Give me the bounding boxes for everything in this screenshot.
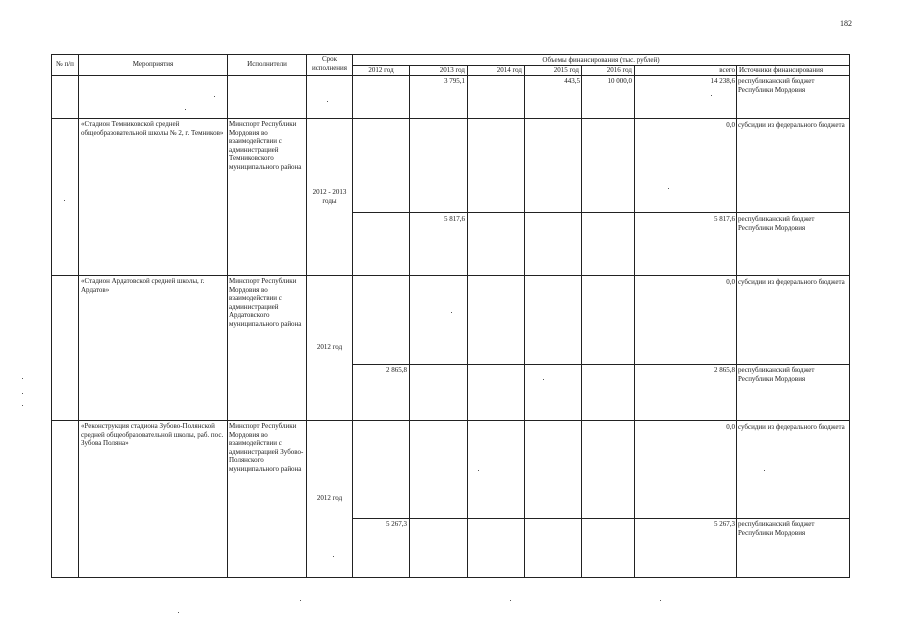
scan-speck [478, 470, 479, 471]
header-num: № п/п [56, 60, 74, 68]
block-2-row-1-source: субсидии из федерального бюджета [738, 278, 845, 286]
block-3-event: «Реконструкция стадиона Зубово-Полянской средней общеобразовательной школы, раб. пос. Зубова Поляна» [81, 422, 224, 448]
col-2014-divider [524, 65, 525, 578]
top-row-2013: 3 795,1 [444, 77, 465, 85]
header-year-2013: 2013 год [439, 66, 465, 74]
scan-speck [668, 188, 669, 189]
header-total: всего [719, 66, 735, 74]
scan-speck [214, 96, 215, 97]
block-3-term: 2012 год [316, 494, 343, 502]
block-3-split-rule [352, 518, 849, 519]
block-3-row-2-source: республиканский бюджет Республики Мордовия [738, 520, 815, 537]
block-2-top-rule [51, 275, 849, 276]
block-3-row-2-total: 5 267,3 [714, 520, 735, 528]
scan-speck [660, 600, 661, 601]
block-1-split-rule [352, 212, 849, 213]
block-2-split-rule [352, 364, 849, 365]
col-total-divider [736, 65, 737, 578]
block-2-row-2-source: республиканский бюджет Республики Мордовия [738, 366, 815, 383]
scan-speck [22, 378, 23, 379]
block-2-executors: Минспорт Республики Мордовия во взаимодействии с администрацией Ардатовского муниципального района [229, 277, 302, 328]
header-year-2015: 2015 год [553, 66, 579, 74]
col-2012-divider [409, 65, 410, 578]
table-right-border [849, 54, 850, 578]
top-row-2015: 443,5 [564, 77, 580, 85]
col-term-divider [352, 54, 353, 578]
scan-speck [333, 556, 334, 557]
header-year-2016: 2016 год [606, 66, 632, 74]
scan-speck [185, 109, 186, 110]
header-event: Мероприятия [132, 60, 174, 68]
block-3-row-1-total: 0,0 [726, 423, 735, 431]
table-left-border [51, 54, 52, 578]
scan-speck [300, 600, 301, 601]
header-executors: Исполнители [247, 60, 287, 68]
block-2-event: «Стадион Ардатовской средней школы, г. Ардатов» [81, 277, 205, 294]
block-1-event: «Стадион Темниковской средней общеобразовательной школы № 2, г. Темников» [81, 120, 224, 137]
header-year-2012: 2012 год [368, 66, 394, 74]
page-number: 182 [840, 19, 852, 28]
scan-speck [327, 101, 328, 102]
block-2-row-2-amount: 2 865,8 [386, 366, 407, 374]
block-2-term: 2012 год [316, 343, 343, 351]
block-1-row-2-total: 5 817,6 [714, 215, 735, 223]
scan-speck [22, 405, 23, 406]
table-top-border [51, 54, 849, 55]
scan-speck [543, 379, 544, 380]
scan-speck [510, 600, 511, 601]
col-2016-divider [634, 65, 635, 578]
col-num-divider [78, 54, 79, 578]
scan-speck [451, 312, 452, 313]
table-bottom-border [51, 577, 849, 578]
scan-speck [764, 470, 765, 471]
block-3-row-1-source: субсидии из федерального бюджета [738, 423, 845, 431]
header-year-2014: 2014 год [496, 66, 522, 74]
block-1-row-2-amount: 5 817,6 [444, 215, 465, 223]
scan-speck [178, 612, 179, 613]
block-1-executors: Минспорт Республики Мордовия во взаимодействии с администрацией Темниковского муниципального района [229, 120, 302, 171]
top-row-source: республиканский бюджет Республики Мордовия [738, 77, 815, 94]
header-bottom-rule [51, 75, 849, 76]
block-1-top-rule [51, 118, 849, 119]
block-1-term: 2012 - 2013 годы [312, 188, 347, 205]
top-row-2016: 10 000,0 [607, 77, 632, 85]
col-2013-divider [467, 65, 468, 578]
header-sources: Источники финансирования [739, 66, 824, 74]
scan-speck [22, 393, 23, 394]
col-event-divider [227, 54, 228, 578]
block-3-executors: Минспорт Республики Мордовия во взаимодействии с администрацией Зубово-Полянского муниципального района [229, 422, 304, 473]
header-term: Срок исполнения [311, 55, 348, 72]
block-2-row-2-total: 2 865,8 [714, 366, 735, 374]
col-2015-divider [581, 65, 582, 578]
scan-speck [711, 95, 712, 96]
header-volumes: Объемы финансирования (тыс. рублей) [542, 56, 660, 64]
block-3-row-2-amount: 5 267,3 [386, 520, 407, 528]
block-1-row-2-source: республиканский бюджет Республики Мордовия [738, 215, 815, 232]
block-1-row-1-source: субсидии из федерального бюджета [738, 121, 845, 129]
scan-speck [64, 200, 65, 201]
block-3-top-rule [51, 420, 849, 421]
block-1-row-1-total: 0,0 [726, 121, 735, 129]
top-row-total: 14 238,6 [710, 77, 735, 85]
block-2-row-1-total: 0,0 [726, 278, 735, 286]
